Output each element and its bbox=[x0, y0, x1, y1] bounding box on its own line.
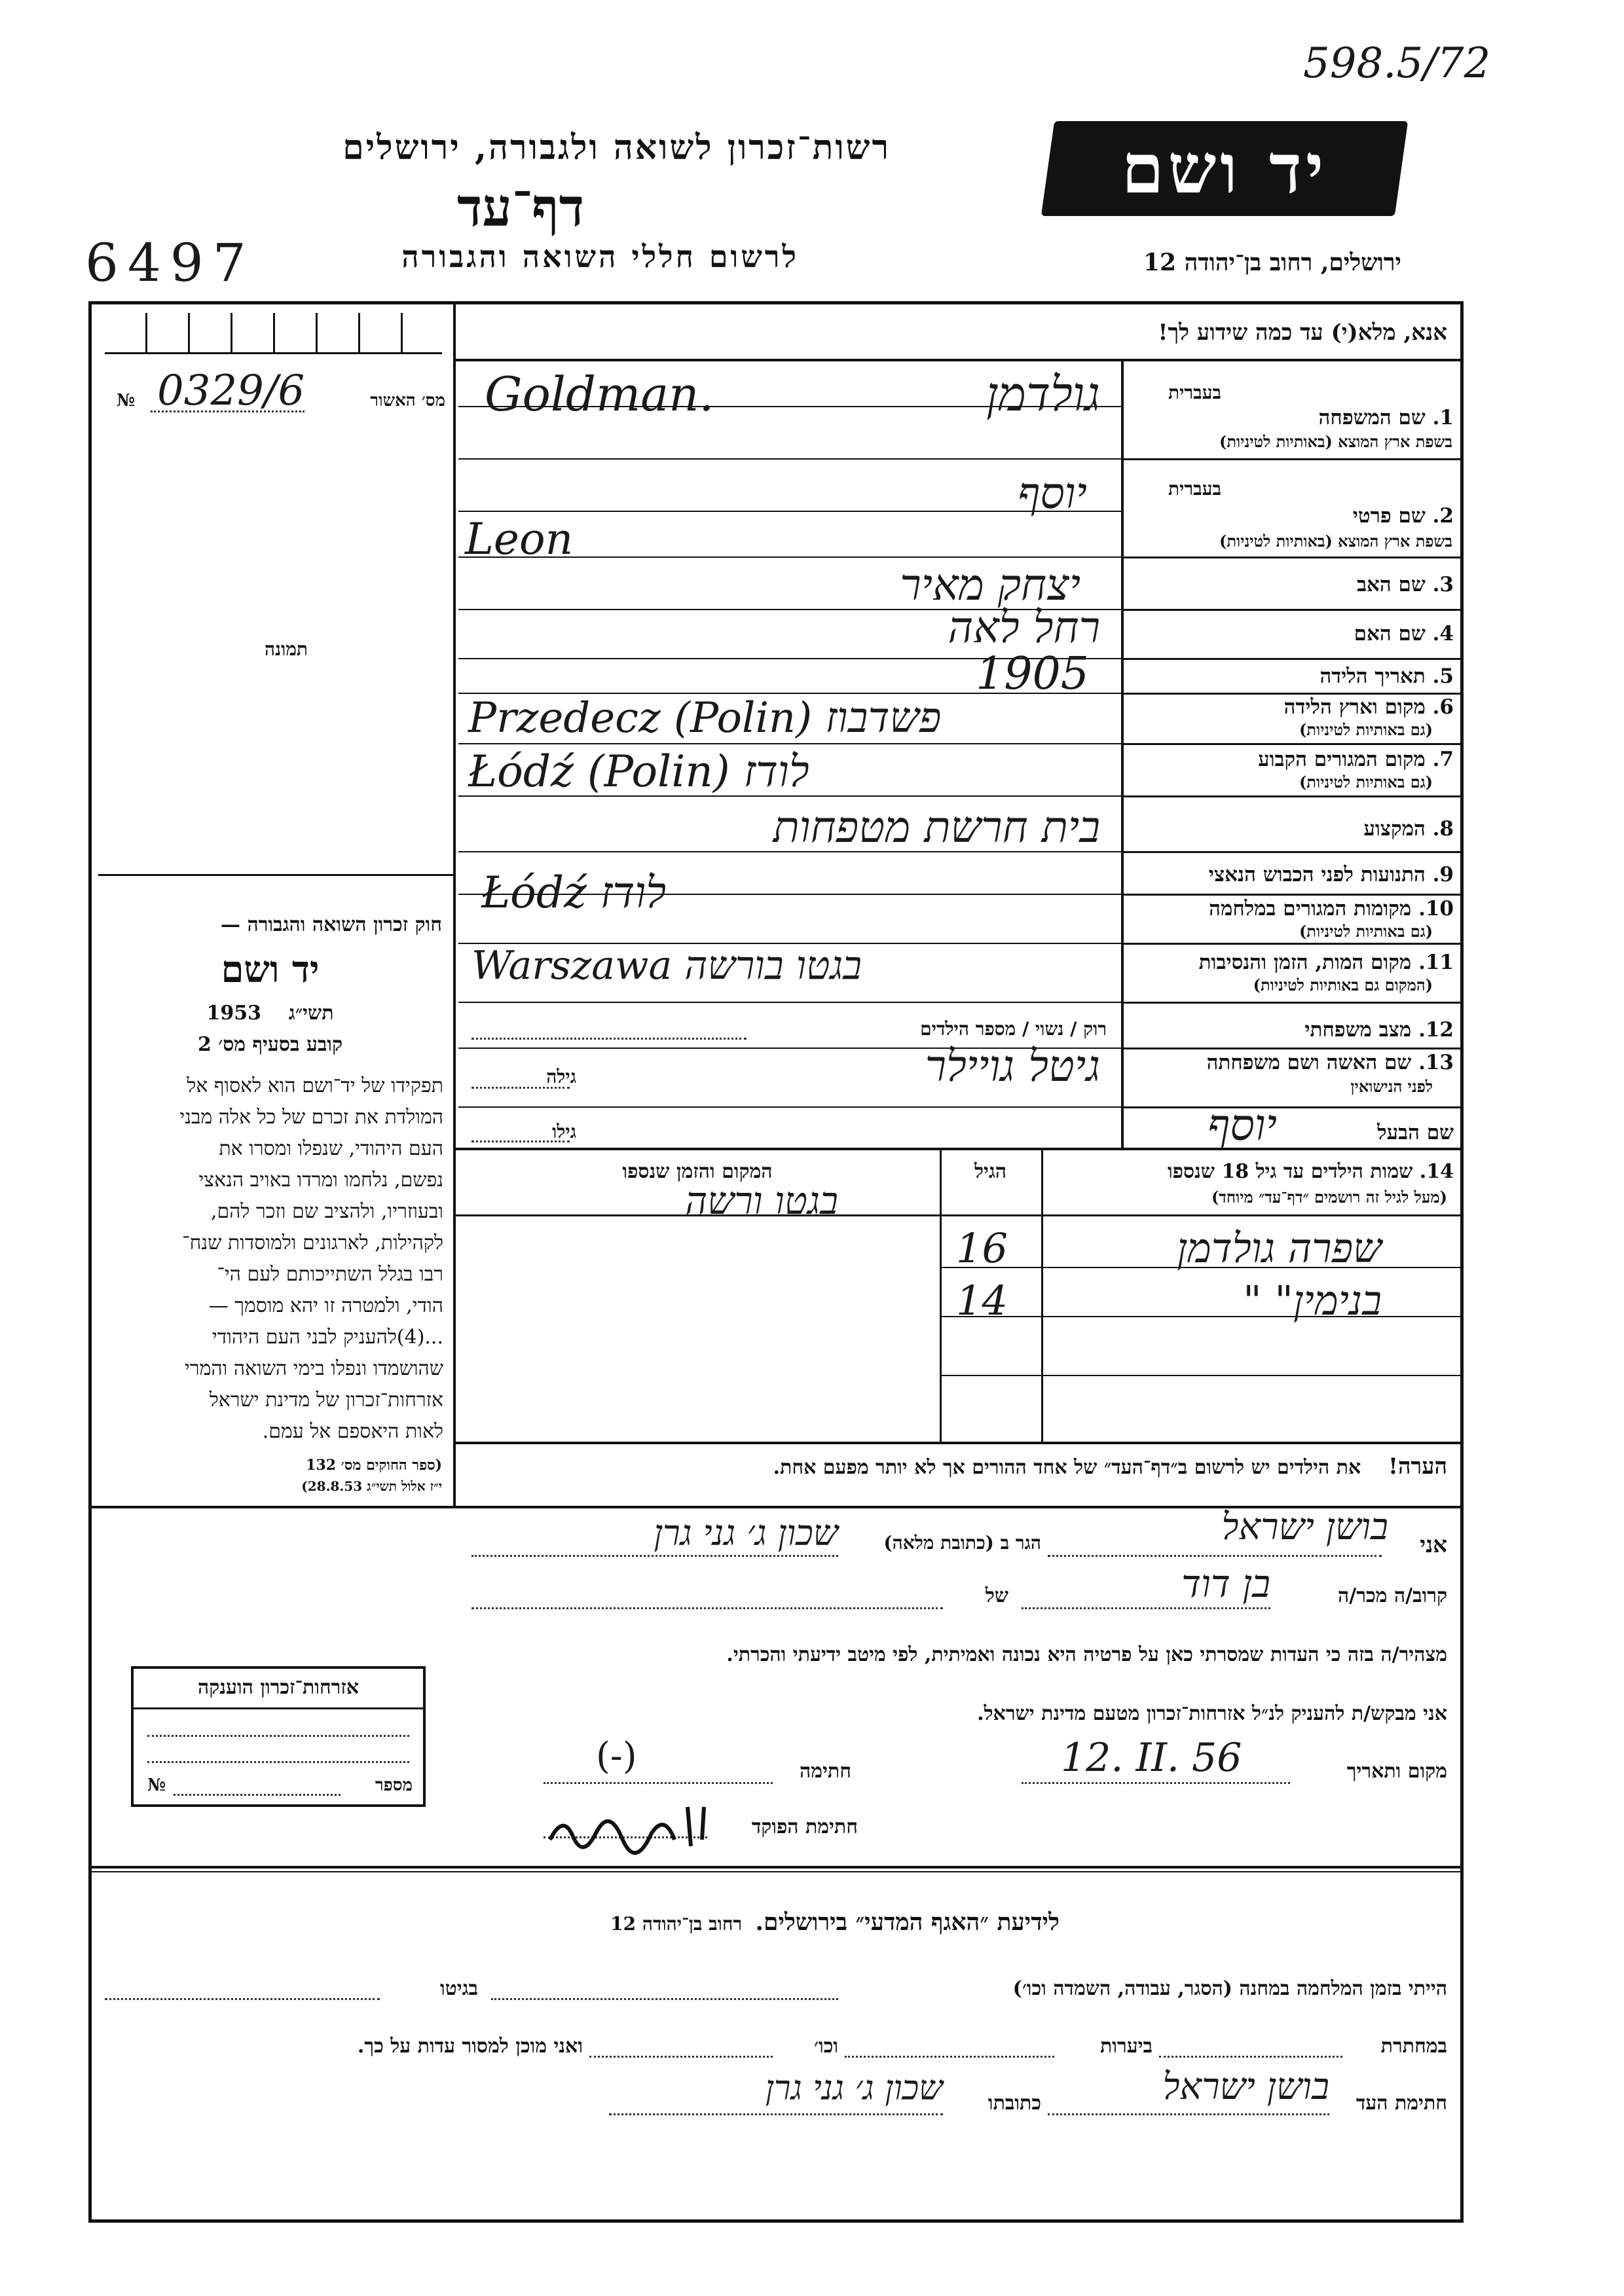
field-13-sub: לפני הנישואין bbox=[1350, 1077, 1433, 1096]
field-13-age-label: גילה bbox=[546, 1066, 576, 1087]
place-date-label: מקום ותאריך bbox=[1346, 1760, 1447, 1783]
field-9-label bbox=[1130, 863, 1454, 886]
signature-label: חתימה bbox=[800, 1760, 851, 1783]
field-1-value-hebrew[interactable]: גולדמן bbox=[986, 367, 1100, 422]
official-signature-mark bbox=[537, 1787, 720, 1859]
field-11-number: 11. bbox=[1418, 951, 1454, 974]
field-9-number: 9. bbox=[1432, 863, 1454, 886]
note-label: הערה! bbox=[1388, 1453, 1447, 1480]
declaration-statement-2: אני מבקש/ת להעניק לנ״ל אזרחות־זכרון מטעם מדינת ישראל. bbox=[977, 1702, 1447, 1725]
field-7-number: 7. bbox=[1432, 748, 1454, 771]
citizenship-number-label: מספר bbox=[375, 1776, 413, 1795]
law-line: ...(4)להעניק לבני העם היהודי bbox=[212, 1326, 443, 1349]
law-year-number: 1953 bbox=[206, 1002, 261, 1025]
husband-value[interactable]: יוסף bbox=[1208, 1100, 1277, 1150]
field-6-value[interactable]: Przedecz (Polin) פשדבוז bbox=[468, 694, 942, 742]
law-source-date: י״ז אלול תשי״ג 28.8.53) bbox=[301, 1478, 442, 1494]
witness-signature-value[interactable]: בושן ישראל bbox=[1162, 2066, 1329, 2108]
witness-address-value[interactable]: שכון ג׳ גני גרן bbox=[765, 2069, 943, 2108]
field-6-sub: (גם באותיות לטיניות) bbox=[1299, 720, 1433, 739]
bottom-line2-b: ביערות bbox=[1099, 2035, 1153, 2058]
field-4-value[interactable]: רחל לאה bbox=[948, 602, 1100, 653]
field-2-title: שם פרטי bbox=[1352, 504, 1426, 528]
law-line: אזרחות־זכרון של מדינת ישראל bbox=[209, 1389, 443, 1412]
intro-text: אנא, מלא(י) עד כמה שידוע לך! bbox=[1158, 319, 1447, 346]
field-6-label bbox=[1130, 695, 1454, 719]
field-12-options: רוק / נשוי / מספר הילדים bbox=[920, 1018, 1107, 1040]
signature-value[interactable]: (-) bbox=[596, 1735, 637, 1777]
child-1-age[interactable]: 16 bbox=[956, 1224, 1008, 1272]
address: ירושלים, רחוב בן־יהודה 12 bbox=[1143, 249, 1401, 276]
children-title-text: שמות הילדים עד גיל 18 שנספו bbox=[1167, 1160, 1413, 1183]
field-3-number: 3. bbox=[1432, 573, 1454, 596]
note-row bbox=[458, 1453, 1447, 1480]
approval-boxes bbox=[105, 313, 442, 354]
law-line: לאות היאספם אל עמם. bbox=[262, 1420, 443, 1443]
place-date-value[interactable]: 12. II. 56 bbox=[1061, 1735, 1242, 1781]
bottom-line1-start: הייתי בזמן המלחמה במחנה (הסגר, עבודה, השמדה וכו׳) bbox=[1012, 1977, 1447, 2000]
children-age-header: הגיל bbox=[974, 1160, 1007, 1183]
field-7-label bbox=[1130, 748, 1454, 771]
field-5-number: 5. bbox=[1432, 665, 1454, 688]
declaration-i-label: אני bbox=[1420, 1532, 1447, 1558]
field-5-value[interactable]: 1905 bbox=[976, 648, 1090, 700]
official-signature-label: חתימת הפוקד bbox=[751, 1815, 858, 1838]
field-10-value[interactable]: Łódź לודז bbox=[481, 867, 667, 918]
field-8-number: 8. bbox=[1432, 817, 1454, 841]
bottom-line2-a: במחתרת bbox=[1380, 2035, 1447, 2058]
field-1-number: 1. bbox=[1432, 406, 1454, 429]
children-subtitle: (מעל לגיל זה רושמים ״דף־עד״ מיוחד) bbox=[1211, 1188, 1447, 1207]
info-address: רחוב בן־יהודה 12 bbox=[610, 1913, 743, 1935]
field-1-label bbox=[1130, 406, 1454, 429]
law-line: הודי, ולמטרה זו יהא מוסמך — bbox=[208, 1294, 443, 1317]
field-10-label bbox=[1130, 897, 1454, 920]
field-1-title: שם המשפחה bbox=[1318, 406, 1426, 429]
field-4-number: 4. bbox=[1432, 622, 1454, 646]
law-title: חוק זכרון השואה והגבורה — bbox=[221, 913, 442, 936]
field-10-title: מקומות המגורים במלחמה bbox=[1209, 897, 1412, 920]
child-2-name[interactable]: בנימין" " bbox=[1243, 1277, 1382, 1324]
field-2-label bbox=[1130, 504, 1454, 528]
bottom-line2-c: וכו׳ bbox=[814, 2035, 838, 2058]
children-title bbox=[1048, 1160, 1454, 1183]
witness-address-label: כתובתו bbox=[987, 2092, 1041, 2115]
field-9-title: התנועות לפני הכבוש הנאצי bbox=[1208, 863, 1426, 886]
law-line: העם היהודי, שנפלו ומסרו את bbox=[219, 1137, 443, 1160]
field-6-number: 6. bbox=[1432, 695, 1454, 719]
field-7-value[interactable]: Łódź (Polin) לודז bbox=[468, 746, 809, 797]
field-3-label bbox=[1130, 573, 1454, 596]
form-subtitle: לרשום חללי השואה והגבורה bbox=[401, 239, 799, 274]
info-title: לידיעת ״האגף המדעי״ בירושלים. bbox=[755, 1908, 1060, 1936]
field-11-sub: (המקום גם באותיות לטיניות) bbox=[1253, 975, 1433, 994]
field-13-label bbox=[1130, 1051, 1454, 1074]
field-10-number: 10. bbox=[1418, 897, 1454, 920]
law-year-hebrew: תשי״ג bbox=[288, 1002, 334, 1025]
field-8-label bbox=[1130, 817, 1454, 841]
form-title: דף־עד bbox=[456, 177, 585, 238]
field-11-label bbox=[1130, 951, 1454, 974]
child-1-name[interactable]: שפרה גולדמן bbox=[1177, 1224, 1382, 1272]
husband-age-label: גילו bbox=[552, 1121, 576, 1142]
field-7-sub: (גם באותיות לטיניות) bbox=[1299, 773, 1433, 792]
field-13-value[interactable]: גיטל גויילר bbox=[925, 1041, 1100, 1091]
bottom-line2-d: ואני מוכן למסור עדות על כך. bbox=[357, 2035, 583, 2058]
child-2-age[interactable]: 14 bbox=[956, 1277, 1008, 1324]
law-line: תפקידו של יד־ושם הוא לאסוף אל bbox=[187, 1074, 443, 1097]
archive-number: 598.5/72 bbox=[1303, 39, 1491, 88]
field-5-title: תאריך הלידה bbox=[1320, 665, 1426, 688]
field-1-value-latin[interactable]: Goldman. bbox=[485, 367, 714, 422]
yad-vashem-logo bbox=[1041, 121, 1408, 216]
law-name: יד ושם bbox=[221, 948, 320, 991]
field-3-value[interactable]: יצחק מאיר bbox=[900, 560, 1080, 610]
note-text: את הילדים יש לרשום ב״דף־העד״ של אחד ההורים אך לא יותר מפעם אחת. bbox=[773, 1456, 1361, 1479]
field-2-value-latin[interactable]: Leon bbox=[465, 514, 574, 564]
field-2-sub-hebrew: בעברית bbox=[1168, 478, 1221, 500]
field-1-sub-latin: בשפת ארץ המוצא (באותיות לטיניות) bbox=[1219, 432, 1452, 451]
field-4-title: שם האם bbox=[1354, 622, 1426, 646]
field-11-value[interactable]: Warszawa בגטו בורשה bbox=[471, 943, 862, 989]
field-8-title: המקצוע bbox=[1363, 817, 1426, 841]
approval-label: מס׳ האשור bbox=[370, 391, 445, 410]
field-12-title: מצב משפחתי bbox=[1304, 1018, 1412, 1042]
approval-number: 0329/6 bbox=[157, 367, 305, 415]
declaration-relative-label: קרוב/ה מכר/ה bbox=[1338, 1584, 1447, 1607]
field-7-title: מקום המגורים הקבוע bbox=[1258, 748, 1426, 771]
law-section: קובע בסעיף מס׳ 2 bbox=[197, 1033, 343, 1056]
field-12-number: 12. bbox=[1418, 1018, 1454, 1042]
field-13-number: 13. bbox=[1418, 1051, 1454, 1074]
witness-signature-label: חתימת העד bbox=[1356, 2092, 1447, 2115]
declaration-residing-label: הגר ב (כתובת מלאה) bbox=[883, 1532, 1041, 1554]
field-2-value-hebrew[interactable]: יוסף bbox=[1018, 468, 1087, 519]
field-13-title: שם האשה ושם משפחתה bbox=[1206, 1051, 1412, 1074]
law-line: ובעוזריו, ולהציב שם וזכר להם, bbox=[210, 1200, 443, 1223]
field-3-title: שם האב bbox=[1357, 573, 1426, 596]
citizenship-title: אזרחות־זכרון הוענקה bbox=[197, 1676, 360, 1699]
approval-no-sign: № bbox=[117, 391, 136, 410]
field-4-label bbox=[1130, 622, 1454, 646]
law-line: שהושמדו ונפלו בימי השואה והמרי bbox=[184, 1357, 443, 1380]
serial-number: 6497 bbox=[85, 232, 255, 293]
declaration-relative-value[interactable]: בן דוד bbox=[1181, 1561, 1270, 1606]
field-12-label bbox=[1130, 1018, 1454, 1042]
field-8-value[interactable]: בית חרשת מטפחות bbox=[773, 802, 1100, 852]
field-1-sub-hebrew: בעברית bbox=[1168, 382, 1221, 403]
logo-text: יד ושם bbox=[1121, 128, 1328, 209]
law-body bbox=[100, 1070, 443, 1448]
children-number: 14. bbox=[1419, 1160, 1454, 1183]
declaration-statement-1: מצהיר/ה בזה כי העדות שמסרתי כאן על פרטיה היא נכונה ואמיתית, לפי מיטב ידיעתי והכרתי. bbox=[726, 1643, 1447, 1666]
law-line: המולדת את זכרם של כל אלה מבני bbox=[179, 1106, 443, 1129]
law-year bbox=[98, 1002, 442, 1025]
field-11-title: מקום המות, הזמן והנסיבות bbox=[1198, 951, 1412, 974]
children-place-header: המקום והזמן שנספו bbox=[622, 1160, 773, 1183]
declaration-address-value[interactable]: שכון ג׳ גני גרן bbox=[654, 1512, 838, 1554]
declaration-i-value[interactable]: בושן ישראל bbox=[1221, 1506, 1388, 1548]
info-header bbox=[458, 1908, 1211, 1936]
husband-label: שם הבעל bbox=[1377, 1121, 1454, 1144]
law-line: רבו בגלל השתייכותם לעם הי־ bbox=[217, 1263, 443, 1286]
law-line: לקהילות, לארגונים ולמוסדות שנח־ bbox=[182, 1231, 443, 1254]
field-2-sub-latin: בשפת ארץ המוצא (באותיות לטיניות) bbox=[1219, 532, 1452, 551]
declaration-of-label: של bbox=[985, 1584, 1008, 1607]
bottom-line1-end: בגיטו bbox=[439, 1977, 478, 2000]
field-2-number: 2. bbox=[1432, 504, 1454, 528]
authority-title: רשות־זכרון לשואה ולגבורה, ירושלים bbox=[342, 128, 891, 168]
field-10-sub: (גם באותיות לטיניות) bbox=[1299, 922, 1433, 941]
photo-label: תמונה bbox=[264, 638, 308, 660]
children-place-value[interactable]: בגטו ורשה bbox=[685, 1178, 838, 1223]
citizenship-no-sign: № bbox=[147, 1776, 166, 1795]
law-line: נפשם, נלחמו ומרדו באויב הנאצי bbox=[198, 1169, 443, 1192]
field-6-title: מקום וארץ הלידה bbox=[1283, 695, 1426, 719]
law-source: (ספר החוקים מס׳ 132 bbox=[306, 1457, 442, 1474]
field-5-label bbox=[1130, 665, 1454, 688]
